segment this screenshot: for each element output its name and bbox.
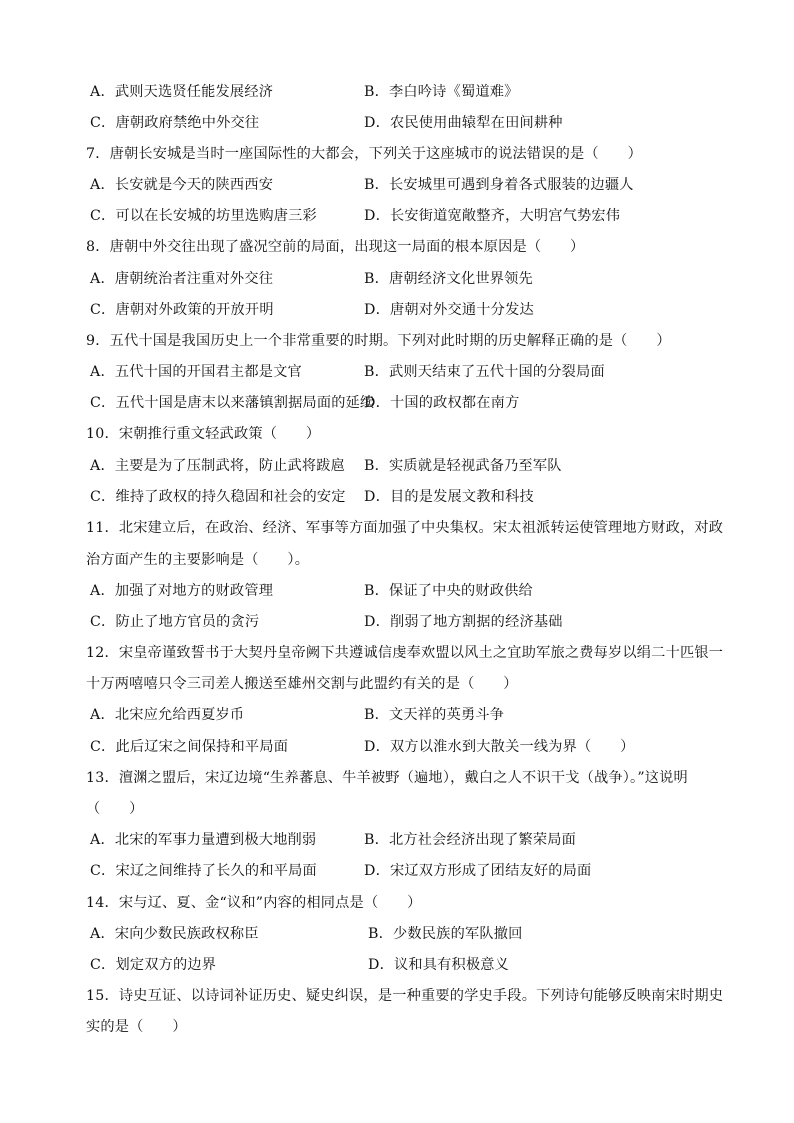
option-9b: B．武则天结束了五代十国的分裂局面 (364, 364, 605, 380)
question-13-line1: 13．澶渊之盟后，宋辽边境“生养蕃息、牛羊被野（遍地），戴白之人不识干戈（战争）。”这说明 (86, 770, 688, 786)
option-12a: A．北宋应允给西夏岁币 (90, 707, 245, 723)
option-6c: C．唐朝政府禁绝中外交往 (90, 115, 260, 131)
question-15-line2: 实的是（ ） (86, 1019, 187, 1035)
option-9c: C．五代十国是唐末以来藩镇割据局面的延续 (90, 395, 375, 411)
question-15-line1: 15．诗史互证、以诗词补证历史、疑史纠误，是一种重要的学史手段。下列诗句能够反映南宋时期史 (86, 988, 724, 1004)
question-7: 7．唐朝长安城是当时一座国际性的大都会，下列关于这座城市的说法错误的是（ ） (86, 146, 642, 162)
question-8: 8．唐朝中外交往出现了盛况空前的局面，出现这一局面的根本原因是（ ） (86, 239, 585, 255)
question-14: 14．宋与辽、夏、金“议和”内容的相同点是（ ） (86, 895, 422, 911)
option-6d: D．农民使用曲辕犁在田间耕种 (364, 115, 563, 131)
question-11-line2: 治方面产生的主要影响是（ ）。 (86, 552, 310, 568)
option-13c: C．宋辽之间维持了长久的和平局面 (90, 863, 317, 879)
option-8b: B．唐朝经济文化世界领先 (364, 271, 533, 287)
option-10d: D．目的是发展文教和科技 (364, 489, 534, 505)
question-10: 10．宋朝推行重文轻武政策（ ） (86, 426, 321, 442)
option-12b: B．文天祥的英勇斗争 (364, 707, 505, 723)
option-10b: B．实质就是轻视武备乃至军队 (364, 458, 562, 474)
option-8d: D．唐朝对外交通十分发达 (364, 302, 534, 318)
option-13b: B．北方社会经济出现了繁荣局面 (364, 832, 577, 848)
option-7d: D．长安街道宽敞整齐，大明宫气势宏伟 (364, 208, 621, 224)
option-8a: A．唐朝统治者注重对外交往 (90, 271, 274, 287)
option-12d: D．双方以淮水到大散关一线为界（ ） (364, 739, 635, 755)
option-7c: C．可以在长安城的坊里选购唐三彩 (90, 208, 317, 224)
option-14d: D．议和具有积极意义 (368, 957, 510, 973)
option-11d: D．削弱了地方割据的经济基础 (364, 614, 563, 630)
option-8c: C．唐朝对外政策的开放开明 (90, 302, 274, 318)
option-11c: C．防止了地方官员的贪污 (90, 614, 260, 630)
question-9: 9．五代十国是我国历史上一个非常重要的时期。下列对此时期的历史解释正确的是（ ） (86, 333, 671, 349)
option-11a: A．加强了对地方的财政管理 (90, 583, 274, 599)
option-14c: C．划定双方的边界 (90, 957, 217, 973)
option-10a: A．主要是为了压制武将，防止武将跋扈 (90, 458, 346, 474)
option-12c: C．此后辽宋之间保持和平局面 (90, 739, 289, 755)
option-14a: A．宋向少数民族政权称臣 (90, 926, 259, 942)
option-7a: A．长安就是今天的陕西西安 (90, 177, 274, 193)
option-13d: D．宋辽双方形成了团结友好的局面 (364, 863, 592, 879)
option-11b: B．保证了中央的财政供给 (364, 583, 533, 599)
option-7b: B．长安城里可遇到身着各式服装的边疆人 (364, 177, 634, 193)
question-12-line1: 12．宋皇帝谨致誓书于大契丹皇帝阙下共遵诚信虔奉欢盟以风土之宜助军旅之费每岁以绢二十匹银一 (86, 645, 724, 661)
question-13-line2: （ ） (86, 801, 144, 817)
question-12-line2: 十万两嘻嘻只令三司差人搬送至雄州交割与此盟约有关的是（ ） (86, 676, 518, 692)
option-6b: B．李白吟诗《蜀道难》 (364, 84, 519, 100)
option-6a: A．武则天选贤任能发展经济 (90, 84, 274, 100)
question-11-line1: 11．北宋建立后，在政治、经济、军事等方面加强了中央集权。宋太祖派转运使管理地方财政，对政 (86, 520, 724, 536)
option-10c: C．维持了政权的持久稳固和社会的安定 (90, 489, 346, 505)
option-14b: B．少数民族的军队撤回 (368, 926, 523, 942)
option-9d: D．十国的政权都在南方 (364, 395, 520, 411)
option-9a: A．五代十国的开国君主都是文官 (90, 364, 302, 380)
option-13a: A．北宋的军事力量遭到极大地削弱 (90, 832, 317, 848)
